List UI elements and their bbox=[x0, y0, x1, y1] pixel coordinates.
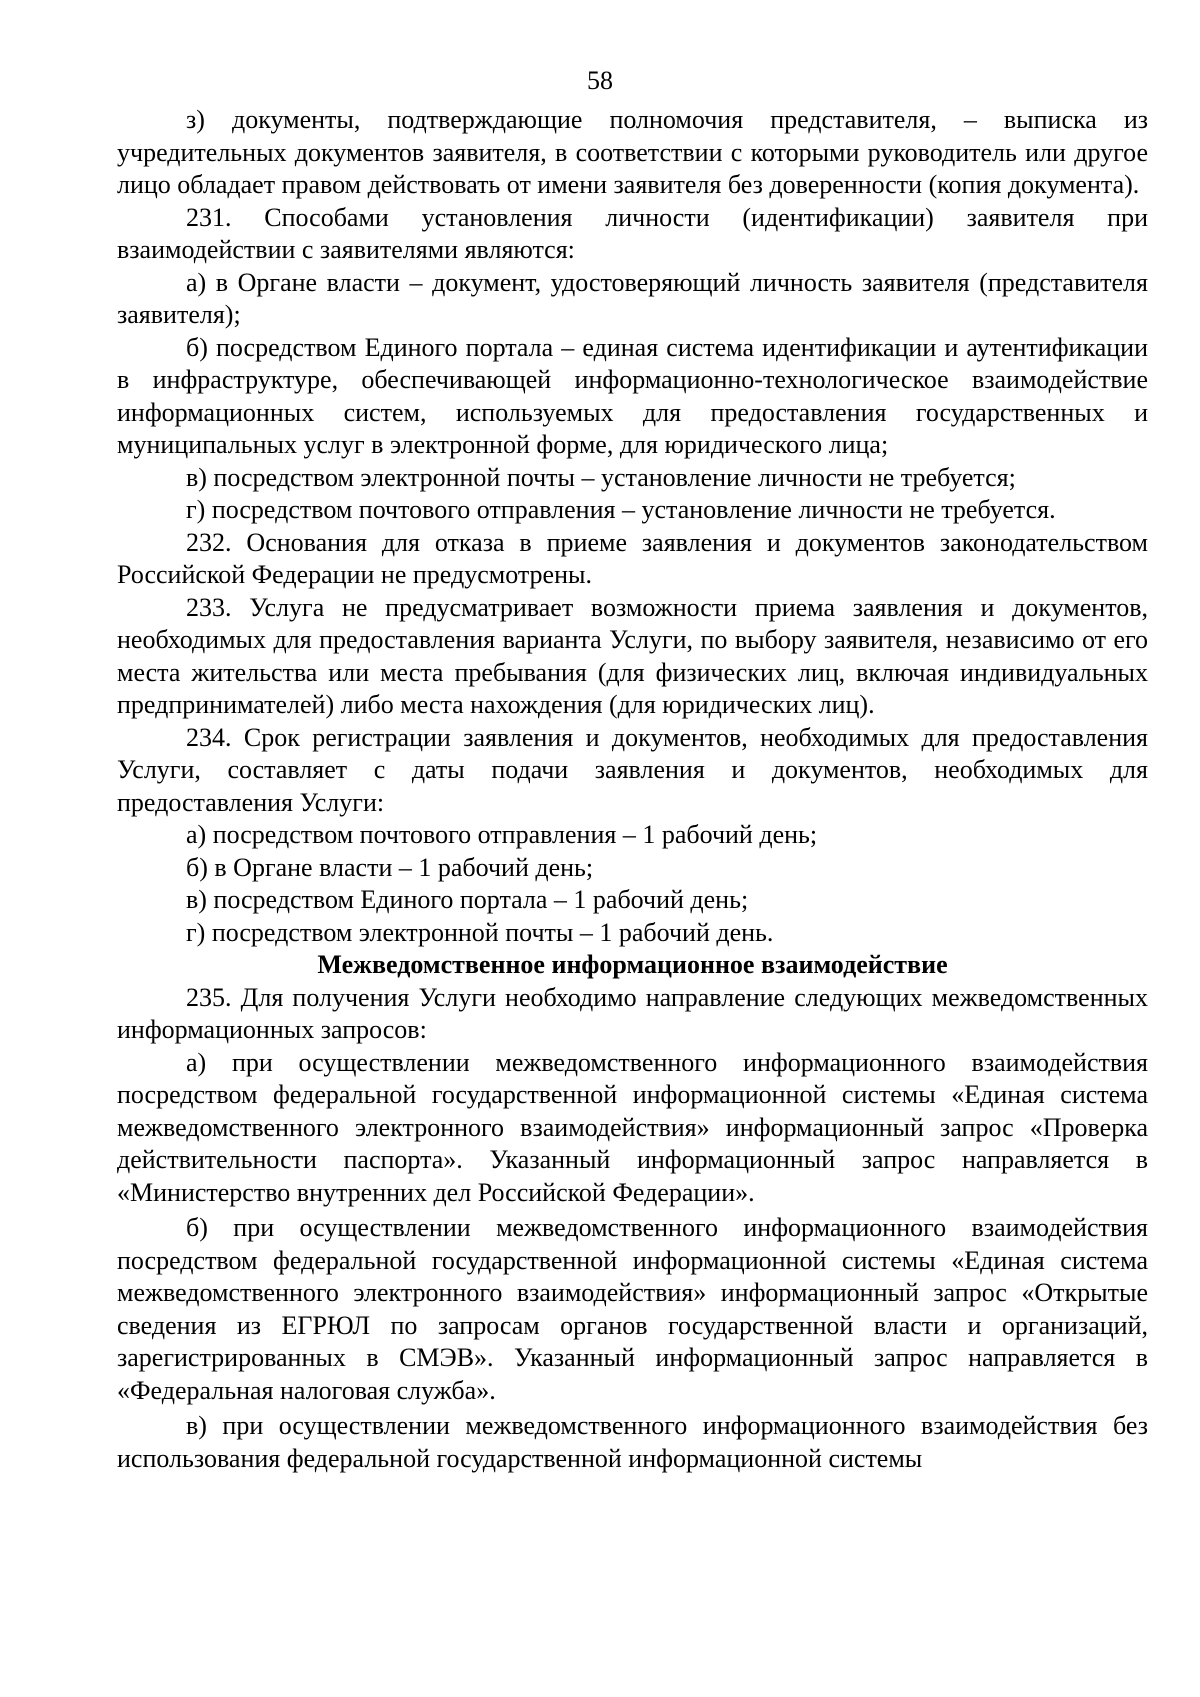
paragraph-235: 235. Для получения Услуги необходимо направление следующих межведомственных информационных запросов: bbox=[117, 982, 1148, 1044]
paragraph-234-b: б) в Органе власти – 1 рабочий день; bbox=[186, 852, 594, 882]
paragraph-235-a: а) при осуществлении межведомственного информационного взаимодействия посредством федеральной государственной информационной системы «Единая система межведомственного электронного взаимодействия» информационный запрос «Проверка действительности паспорта». Указанный информационный запрос направляется в «Министерство внутренних дел Российской Федерации». bbox=[117, 1047, 1148, 1207]
paragraph-235-v: в) при осуществлении межведомственного информационного взаимодействия без использования федеральной государственной информационной системы bbox=[117, 1411, 1148, 1473]
paragraph-234-a: а) посредством почтового отправления – 1 рабочий день; bbox=[186, 820, 818, 849]
paragraph-235-b: б) при осуществлении межведомственного информационного взаимодействия посредством федеральной государственной информационной системы «Единая система межведомственного электронного взаимодействия» информационный запрос «Открытые сведения из ЕГРЮЛ по запросам органов государственной власти и организаций, зарегистрированных в СМЭВ». Указанный информационный запрос направляется в «Федеральная налоговая служба». bbox=[117, 1213, 1148, 1405]
paragraph-231-g: г) посредством почтового отправления – установление личности не требуется. bbox=[186, 495, 1056, 524]
paragraph-231: 231. Способами установления личности (идентификации) заявителя при взаимодействии с заявителями являются: bbox=[117, 202, 1148, 264]
paragraph-231-a: а) в Органе власти – документ, удостоверяющий личность заявителя (представителя заявителя); bbox=[117, 267, 1148, 329]
paragraph-z-representative-docs: з) документы, подтверждающие полномочия представителя, – выписка из учредительных документов заявителя, в соответствии с которыми руководитель или другое лицо обладает правом действовать от имени заявителя без доверенности (копия документа). bbox=[117, 105, 1148, 199]
section-heading: Межведомственное информационное взаимодействие bbox=[317, 950, 948, 979]
page-number: 58 bbox=[587, 66, 613, 95]
document-body bbox=[117, 104, 1148, 1475]
paragraph-233: 233. Услуга не предусматривает возможности приема заявления и документов, необходимых для предоставления варианта Услуги, по выбору заявителя, независимо от его места жительства или места пребывания (для физических лиц, включая индивидуальных предпринимателей) либо места нахождения (для юридических лиц). bbox=[117, 592, 1148, 719]
paragraph-231-v: в) посредством электронной почты – установление личности не требуется; bbox=[186, 462, 1016, 492]
paragraph-234: 234. Срок регистрации заявления и документов, необходимых для предоставления Услуги, составляет с даты подачи заявления и документов, необходимых для предоставления Услуги: bbox=[117, 722, 1148, 817]
paragraph-232: 232. Основания для отказа в приеме заявления и документов законодательством Российской Федерации не предусмотрены. bbox=[117, 527, 1148, 589]
paragraph-231-b: б) посредством Единого портала – единая система идентификации и аутентификации в инфраструктуре, обеспечивающей информационно-технологическое взаимодействие информационных систем, используемых для предоставления государственных и муниципальных услуг в электронной форме, для юридического лица; bbox=[117, 332, 1148, 459]
paragraph-234-v: в) посредством Единого портала – 1 рабочий день; bbox=[186, 885, 749, 914]
paragraph-234-g: г) посредством электронной почты – 1 рабочий день. bbox=[186, 917, 774, 947]
